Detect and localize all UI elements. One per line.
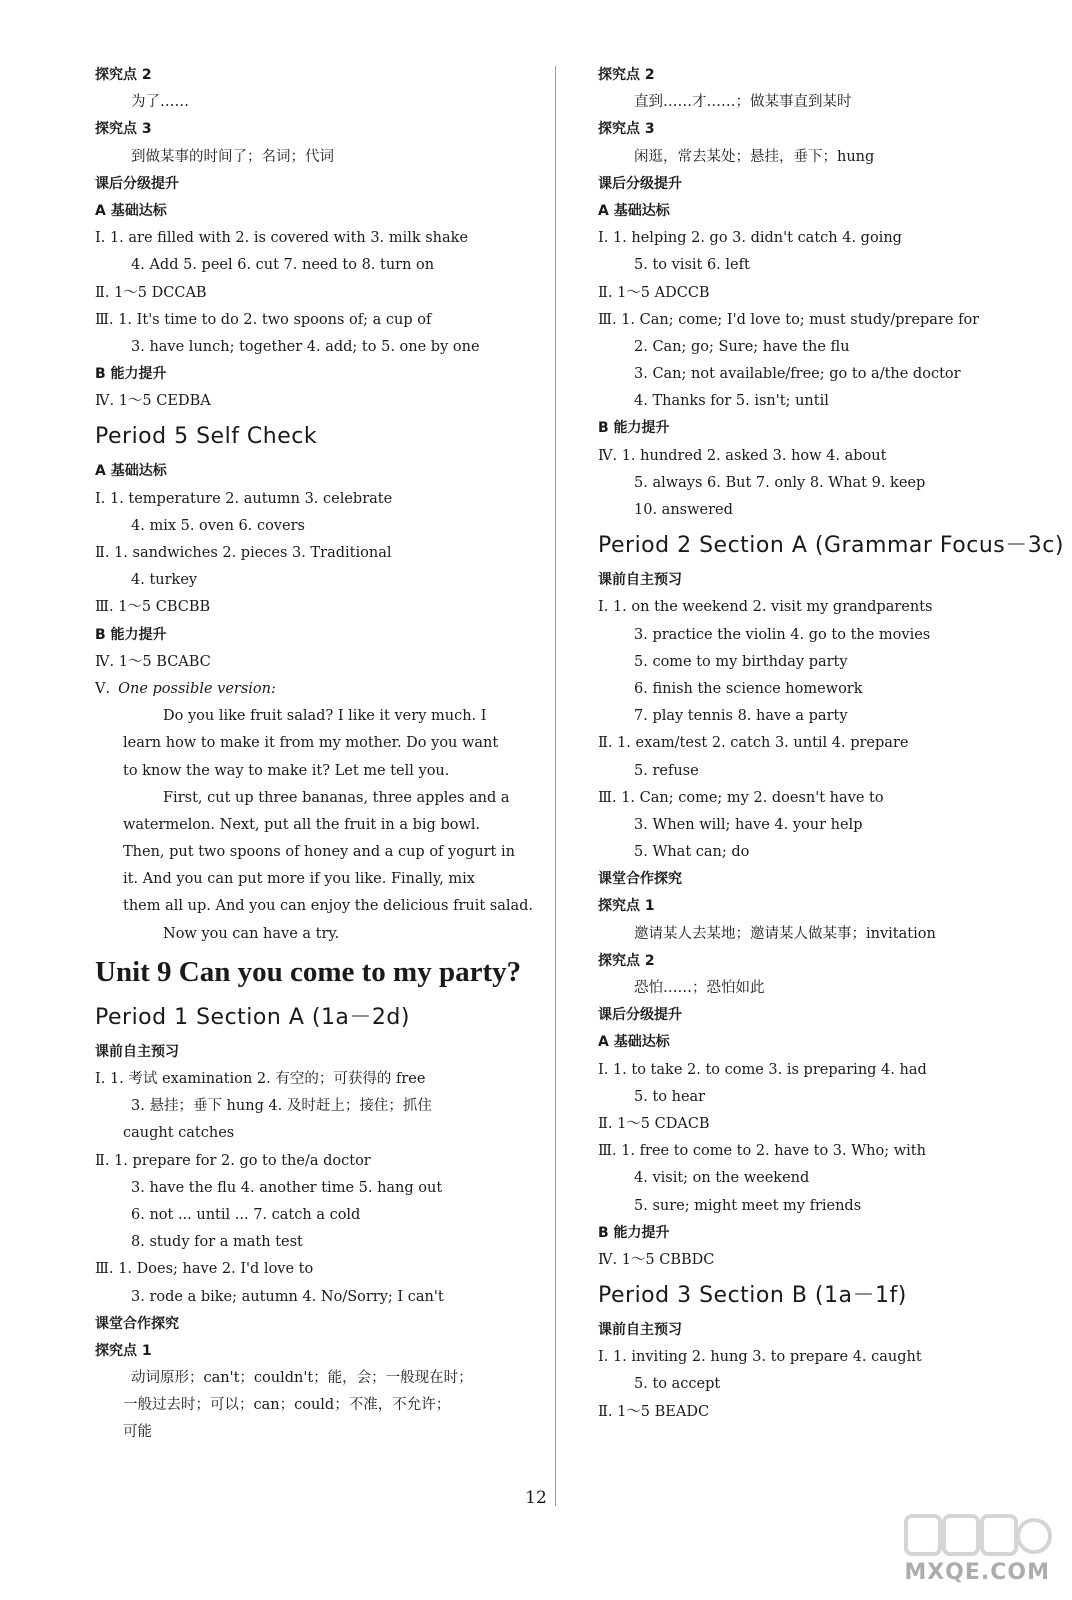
answer-line-text: 3. have the flu 4. another time 5. hang out (131, 1179, 443, 1196)
answer-line-text: 5. always 6. But 7. only 8. What 9. keep (634, 474, 926, 491)
answer-line (95, 144, 525, 171)
answer-line-text: 10. answered (634, 502, 733, 518)
section-heading (95, 1311, 525, 1338)
section-heading-text: 课后分级提升 (598, 175, 682, 192)
answer-line-text: 5. come to my birthday party (634, 653, 848, 670)
unit-title (95, 948, 525, 996)
section-heading-text: 课后分级提升 (598, 1007, 682, 1024)
section-heading (95, 458, 525, 485)
answer-line-text: Ⅰ. 1. helping 2. go 3. didn't catch 4. going (598, 230, 902, 247)
answer-line (95, 89, 525, 116)
answer-line (598, 1193, 1028, 1220)
answer-line (598, 1399, 1028, 1426)
section-heading-text: 探究点 3 (598, 121, 655, 138)
answer-line (95, 676, 525, 703)
watermark-text: MXQE.COM (904, 1560, 1050, 1585)
paragraph-line-text: caught catches (123, 1125, 235, 1142)
answer-line (598, 649, 1028, 676)
answer-line-text: 3. practice the violin 4. go to the movies (634, 626, 931, 643)
answer-line (598, 1344, 1028, 1371)
paragraph-line-text: 一般过去时；可以；can；could；不准，不允许； (123, 1397, 451, 1414)
section-heading-text: 探究点 1 (95, 1342, 152, 1359)
answer-line-text: Ⅱ. 1. exam/test 2. catch 3. until 4. prepare (598, 735, 909, 752)
page-number: 12 (525, 1488, 547, 1508)
answer-line (95, 334, 525, 361)
answer-line (95, 594, 525, 621)
section-heading-text: B 能力提升 (95, 626, 167, 643)
section-heading-text: 课后分级提升 (95, 175, 179, 192)
answer-line (95, 1365, 525, 1392)
section-heading (598, 893, 1028, 920)
answer-line (598, 622, 1028, 649)
section-heading-text: 课前自主预习 (95, 1043, 179, 1060)
paragraph-line (95, 1419, 525, 1446)
section-heading (598, 198, 1028, 225)
section-heading-text: B 能力提升 (598, 420, 670, 437)
paragraph-line (95, 893, 534, 920)
period-title (95, 415, 525, 458)
answer-line-text: 3. have lunch; together 4. add; to 5. one by one (131, 338, 480, 355)
paragraph-line-text: 可能 (123, 1424, 152, 1441)
paragraph-line-text: them all up. And you can enjoy the delicious fruit salad. (123, 898, 534, 915)
section-heading-text: 课前自主预习 (598, 572, 682, 589)
answer-line-text: Ⅲ. 1. Can; come; I'd love to; must study/prepare for (598, 311, 980, 328)
answer-line (95, 1175, 525, 1202)
answer-line-text: 3. When will; have 4. your help (634, 816, 863, 833)
answer-line-text: Ⅰ. 1. inviting 2. hung 3. to prepare 4. caught (598, 1349, 922, 1366)
answer-line (598, 730, 1028, 757)
paragraph-line-text: it. And you can put more if you like. Finally, mix (123, 871, 475, 888)
section-heading (598, 171, 1028, 198)
period-title (598, 524, 1064, 567)
section-heading-text: B 能力提升 (598, 1224, 670, 1241)
section-heading-text: A 基础达标 (598, 202, 670, 219)
answer-line-text: 7. play tennis 8. have a party (634, 708, 848, 725)
answer-line (95, 307, 525, 334)
answer-line-text: Ⅱ. 1～5 DCCAB (95, 284, 207, 301)
answer-line (598, 1057, 1028, 1084)
answer-line (95, 513, 525, 540)
answer-line (598, 470, 1028, 497)
answer-line-text: 4. visit; on the weekend (634, 1170, 810, 1187)
section-heading-text: B 能力提升 (95, 366, 167, 383)
section-heading-text: A 基础达标 (95, 463, 167, 480)
answer-line-text: 4. Add 5. peel 6. cut 7. need to 8. turn on (131, 257, 435, 274)
answer-line-text: 4. turkey (131, 572, 198, 589)
section-heading-text: A 基础达标 (598, 1034, 670, 1051)
paragraph-line (95, 839, 525, 866)
answer-line-text: Ⅳ. 1. hundred 2. asked 3. how 4. about (598, 447, 887, 464)
answer-line-text: 闲逛，常去某处；悬挂，垂下；hung (634, 148, 875, 165)
answer-line (598, 1138, 1028, 1165)
answer-line (95, 1202, 525, 1229)
paragraph-line (95, 1120, 525, 1147)
answer-line (598, 361, 1028, 388)
section-heading-text: 课前自主预习 (598, 1322, 682, 1339)
answer-line-text: 4. mix 5. oven 6. covers (131, 517, 305, 534)
section-heading (598, 1317, 1028, 1344)
section-heading-text: 探究点 1 (598, 898, 655, 915)
period-title-text: Period 1 Section A (1a－2d) (95, 1004, 410, 1030)
answer-line-text: 8. study for a math test (131, 1234, 303, 1251)
answer-line-text: Ⅱ. 1. prepare for 2. go to the/a doctor (95, 1152, 371, 1169)
paragraph-line (95, 812, 525, 839)
section-heading (95, 1039, 525, 1066)
answer-line-text: 邀请某人去某地；邀请某人做某事；invitation (634, 925, 936, 942)
answer-line-text: 6. finish the science homework (634, 680, 863, 697)
section-heading-text: A 基础达标 (95, 202, 167, 219)
answer-line (95, 280, 525, 307)
answer-line-text: Ⅰ. 1. to take 2. to come 3. is preparing 4. had (598, 1061, 927, 1078)
answer-line (95, 1229, 525, 1256)
answer-line-text: 恐怕……；恐怕如此 (634, 980, 765, 996)
answer-line-text: 到做某事的时间了；名词；代词 (131, 148, 334, 165)
answer-line (598, 839, 1028, 866)
paragraph-line-text: Then, put two spoons of honey and a cup of yogurt in (123, 844, 515, 861)
section-heading (95, 1338, 525, 1365)
answer-line (95, 1066, 525, 1093)
paragraph-line-text: Do you like fruit salad? I like it very much. I (163, 708, 487, 725)
paragraph-line-text: First, cut up three bananas, three apples and a (163, 789, 510, 806)
paragraph-line (95, 785, 525, 812)
answer-line (95, 540, 525, 567)
answer-line (95, 567, 525, 594)
answer-line-text: 3. 悬挂；垂下 hung 4. 及时赶上；接住；抓住 (131, 1098, 432, 1115)
paragraph-line (95, 921, 525, 948)
right-column (598, 62, 1064, 1426)
answer-line-text: 为了…… (131, 94, 189, 111)
answer-line (598, 758, 1028, 785)
answer-line (95, 1148, 525, 1175)
section-heading (598, 1029, 1028, 1056)
answer-line (598, 252, 1028, 279)
answer-line-text: Ⅱ. 1～5 BEADC (598, 1403, 710, 1420)
section-heading-text: 探究点 3 (95, 121, 152, 138)
section-heading (598, 1220, 1028, 1247)
answer-line-text: Ⅲ. 1. Can; come; my 2. doesn't have to (598, 789, 884, 806)
answer-line (598, 1165, 1028, 1192)
answer-line (598, 921, 1028, 948)
answer-line-text: 5. refuse (634, 762, 699, 779)
answer-line-text: Ⅲ. 1. free to come to 2. have to 3. Who; with (598, 1143, 926, 1160)
answer-line-text: 动词原形；can't；couldn't；能，会；一般现在时； (131, 1370, 473, 1387)
answer-line-text: 4. Thanks for 5. isn't; until (634, 393, 829, 410)
period-title (95, 996, 525, 1039)
answer-line (598, 280, 1028, 307)
section-heading (95, 198, 525, 225)
answer-line-text: 直到……才……；做某事直到某时 (634, 94, 852, 111)
answer-line (598, 1247, 1028, 1274)
section-heading-text: 探究点 2 (95, 67, 152, 83)
answer-line-text: Ⅳ. 1～5 CEDBA (95, 393, 211, 410)
answer-line-text: Ⅲ. 1～5 CBCBB (95, 599, 211, 616)
answer-line (95, 225, 525, 252)
answer-line (598, 89, 1028, 116)
paragraph-line (95, 866, 525, 893)
answer-line (598, 1371, 1028, 1398)
answer-line-text: Ⅱ. 1. sandwiches 2. pieces 3. Traditional (95, 545, 392, 561)
answer-line (95, 486, 525, 513)
answer-line-text: Ⅱ. 1～5 CDACB (598, 1115, 710, 1132)
answer-line (95, 1256, 525, 1283)
section-heading (95, 116, 525, 143)
answer-line (598, 225, 1028, 252)
answer-line-text: Ⅰ. 1. on the weekend 2. visit my grandparents (598, 599, 933, 616)
answer-line-text: 3. Can; not available/free; go to a/the doctor (634, 366, 961, 383)
answer-line (598, 388, 1028, 415)
paragraph-line-text: to know the way to make it? Let me tell you. (123, 762, 450, 779)
section-heading (598, 948, 1028, 975)
answer-line-text: Ⅲ. 1. Does; have 2. I'd love to (95, 1261, 314, 1278)
section-heading-text: 课堂合作探究 (95, 1315, 179, 1332)
answer-line-text: 5. sure; might meet my friends (634, 1197, 862, 1214)
section-heading (598, 415, 1028, 442)
answer-line-text: 6. not ... until ... 7. catch a cold (131, 1206, 361, 1223)
unit-title-text: Unit 9 Can you come to my party? (95, 955, 522, 988)
answer-line (598, 975, 1028, 1002)
section-heading (95, 171, 525, 198)
period-title-text: Period 3 Section B (1a－1f) (598, 1283, 907, 1309)
section-heading (598, 62, 1028, 89)
period-title (598, 1274, 1028, 1317)
section-heading-text: 探究点 2 (598, 67, 655, 83)
answer-line-text: Ⅲ. 1. It's time to do 2. two spoons of; a cup of (95, 311, 432, 328)
italic-label: One possible version: (118, 680, 276, 697)
answer-line (598, 1084, 1028, 1111)
section-heading (598, 866, 1028, 893)
section-heading (95, 361, 525, 388)
answer-line-text: 3. rode a bike; autumn 4. No/Sorry; I can't (131, 1288, 444, 1305)
paragraph-line (95, 703, 525, 730)
period-title-text: Period 2 Section A (Grammar Focus－3c) (598, 533, 1064, 559)
answer-line-text: Ⅰ. 1. are filled with 2. is covered with 3. milk shake (95, 230, 469, 247)
answer-line (598, 307, 1028, 334)
answer-line (598, 785, 1028, 812)
answer-line (598, 1111, 1028, 1138)
paragraph-line (95, 730, 525, 757)
answer-line (598, 144, 1028, 171)
section-heading (95, 622, 525, 649)
paragraph-line (95, 758, 525, 785)
paragraph-line-text: Now you can have a try. (163, 925, 340, 942)
answer-line-text: Ⅰ. 1. 考试 examination 2. 有空的；可获得的 free (95, 1071, 426, 1087)
answer-line (598, 594, 1028, 621)
answer-line (598, 497, 1028, 524)
answer-line (598, 676, 1028, 703)
answer-line (95, 252, 525, 279)
section-heading-text: 课堂合作探究 (598, 871, 682, 888)
answer-line-text: Ⅳ. 1～5 BCABC (95, 653, 211, 670)
answer-line (95, 1284, 525, 1311)
answer-line-text: 5. to accept (634, 1376, 721, 1393)
answer-line-text: 2. Can; go; Sure; have the flu (634, 338, 850, 355)
period-title-text: Period 5 Self Check (95, 424, 318, 450)
answer-line (95, 388, 525, 415)
answer-line (598, 703, 1028, 730)
answer-line-text: Ⅰ. 1. temperature 2. autumn 3. celebrate (95, 490, 393, 507)
answer-line (598, 812, 1028, 839)
paragraph-line-text: watermelon. Next, put all the fruit in a big bowl. (123, 816, 481, 833)
column-divider (555, 66, 556, 1506)
answer-line-text: 5. to hear (634, 1088, 706, 1105)
section-heading (598, 567, 1028, 594)
paragraph-line (95, 1392, 525, 1419)
left-column (95, 62, 534, 1447)
answer-line-text: Ⅳ. 1～5 CBBDC (598, 1251, 715, 1268)
section-heading (598, 1002, 1028, 1029)
answer-line-text: Ⅱ. 1～5 ADCCB (598, 284, 710, 301)
answer-line (598, 443, 1028, 470)
answer-line (95, 1093, 525, 1120)
section-heading-text: 探究点 2 (598, 952, 655, 969)
answer-line-text: Ⅴ. (95, 680, 111, 697)
answer-line-text: 5. to visit 6. left (634, 257, 750, 274)
answer-line (598, 334, 1028, 361)
answer-line-text: 5. What can; do (634, 844, 750, 861)
section-heading (598, 116, 1028, 143)
paragraph-line-text: learn how to make it from my mother. Do you want (123, 735, 499, 752)
answer-line (95, 649, 525, 676)
section-heading (95, 62, 525, 89)
